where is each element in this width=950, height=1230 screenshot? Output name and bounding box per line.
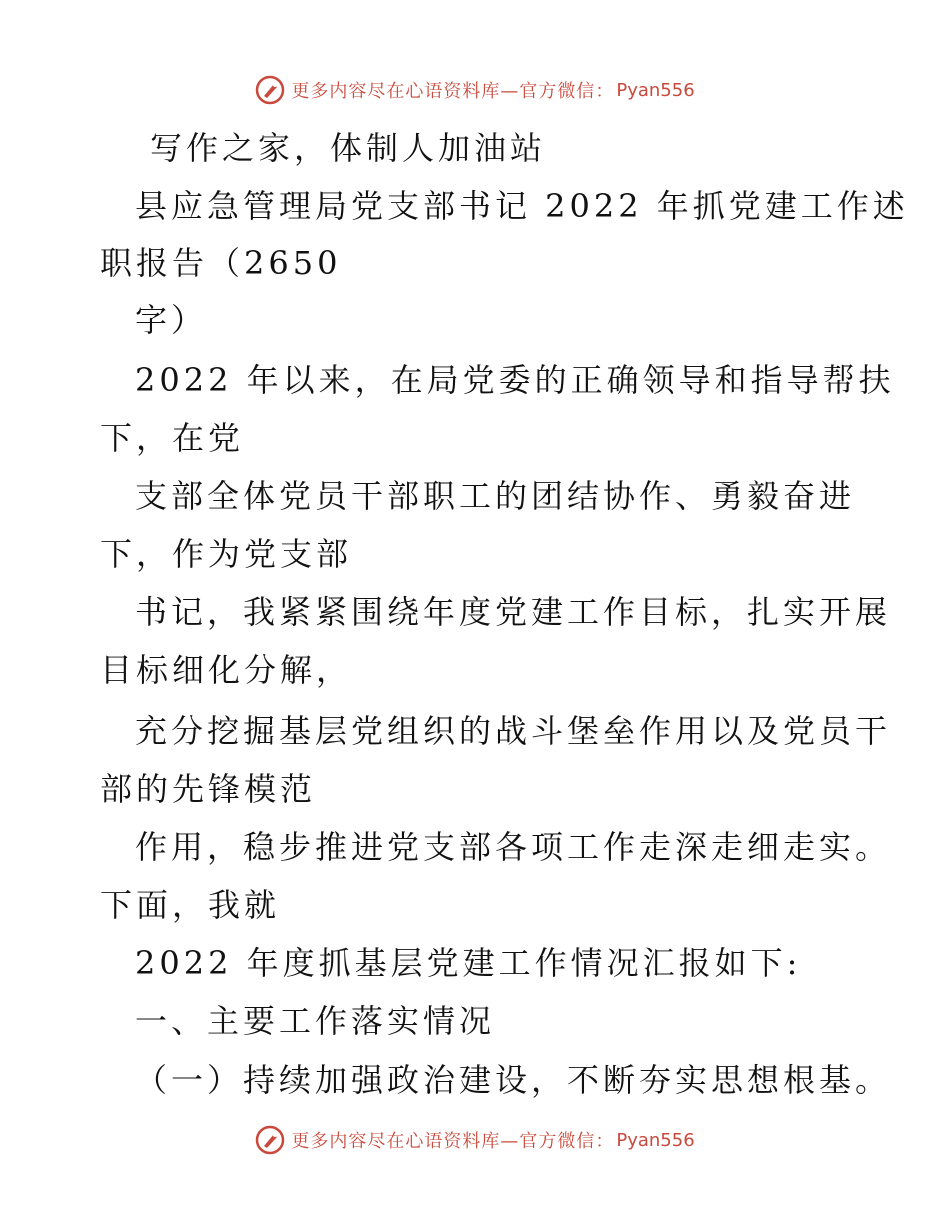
doc-title-line-2: 职报告（2650 — [100, 244, 342, 282]
header-watermark — [0, 70, 950, 110]
pen-nib-logo-icon — [255, 1125, 285, 1155]
site-tagline: 写作之家，体制人加油站 — [150, 129, 547, 167]
watermark-handle: Pyan556 — [616, 79, 695, 101]
paragraph-line: 下，在党 — [100, 419, 245, 457]
doc-title-line-3: 字） — [135, 301, 208, 339]
paragraph-line: 支部全体党员干部职工的团结协作、勇毅奋进 — [135, 477, 856, 515]
paragraph-line: 下，作为党支部 — [100, 535, 353, 573]
subsection-heading: （一）持续加强政治建设，不断夯实思想根基。 — [135, 1061, 892, 1099]
doc-title-line-1: 县应急管理局党支部书记 2022 年抓党建工作述 — [135, 187, 909, 225]
paragraph-line: 2022 年以来，在局党委的正确领导和指导帮扶 — [135, 361, 895, 399]
pen-nib-logo-icon — [255, 75, 285, 105]
paragraph-line: 下面，我就 — [100, 886, 281, 924]
paragraph-line: 作用，稳步推进党支部各项工作走深走细走实。 — [135, 828, 892, 866]
paragraph-line: 书记，我紧紧围绕年度党建工作目标，扎实开展 — [135, 593, 892, 631]
watermark-text: 更多内容尽在心语资料库—官方微信： — [291, 1131, 615, 1152]
paragraph-line: 部的先锋模范 — [100, 770, 317, 808]
footer-watermark — [0, 1120, 950, 1160]
paragraph-line: 2022 年度抓基层党建工作情况汇报如下: — [135, 944, 802, 982]
section-heading: 一、主要工作落实情况 — [135, 1002, 496, 1040]
paragraph-line: 充分挖掘基层党组织的战斗堡垒作用以及党员干 — [135, 712, 892, 750]
watermark-handle: Pyan556 — [616, 1129, 695, 1151]
paragraph-line: 目标细化分解， — [100, 651, 353, 689]
watermark-text: 更多内容尽在心语资料库—官方微信： — [291, 81, 615, 102]
